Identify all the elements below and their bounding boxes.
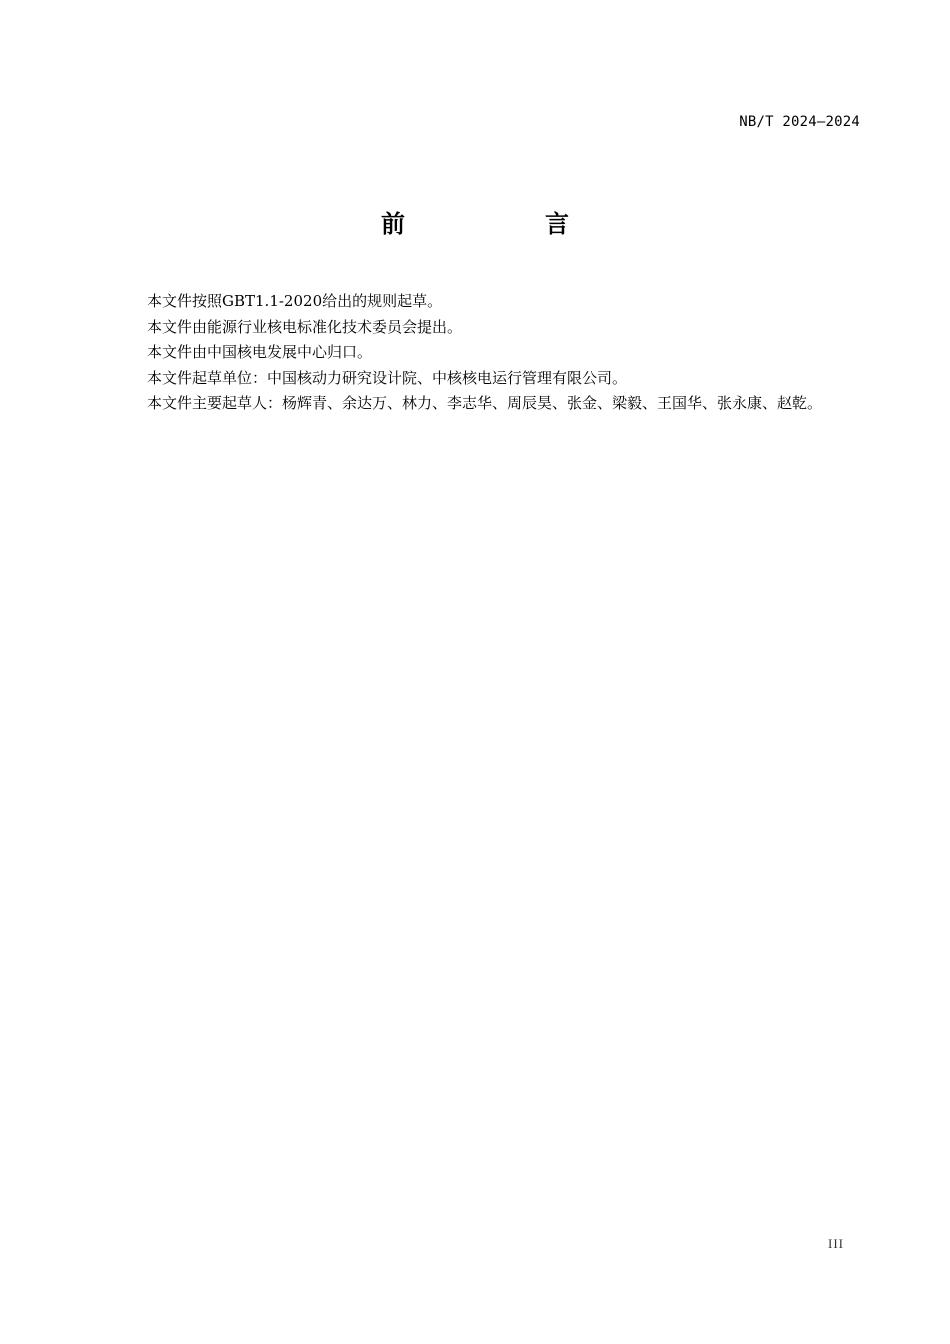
paragraph-drafting-rules: 本文件按照GBT1.1-2020给出的规则起草。: [147, 292, 443, 310]
page-title: 前 言: [381, 210, 627, 238]
page-number: III: [828, 1236, 844, 1251]
foreword-body: [114, 289, 860, 417]
paragraph-drafters: 本文件主要起草人：杨辉青、余达万、林力、李志华、周辰昊、张金、梁毅、王国华、张永康、赵乾。: [147, 394, 823, 412]
paragraph-administrator: 本文件由中国核电发展中心归口。: [147, 343, 373, 361]
paragraph-proposer: 本文件由能源行业核电标准化技术委员会提出。: [147, 317, 463, 336]
paragraph-drafting-units: 本文件起草单位：中国核动力研究设计院、中核核电运行管理有限公司。: [147, 368, 628, 387]
standard-code: NB/T 2024—2024: [739, 114, 860, 130]
